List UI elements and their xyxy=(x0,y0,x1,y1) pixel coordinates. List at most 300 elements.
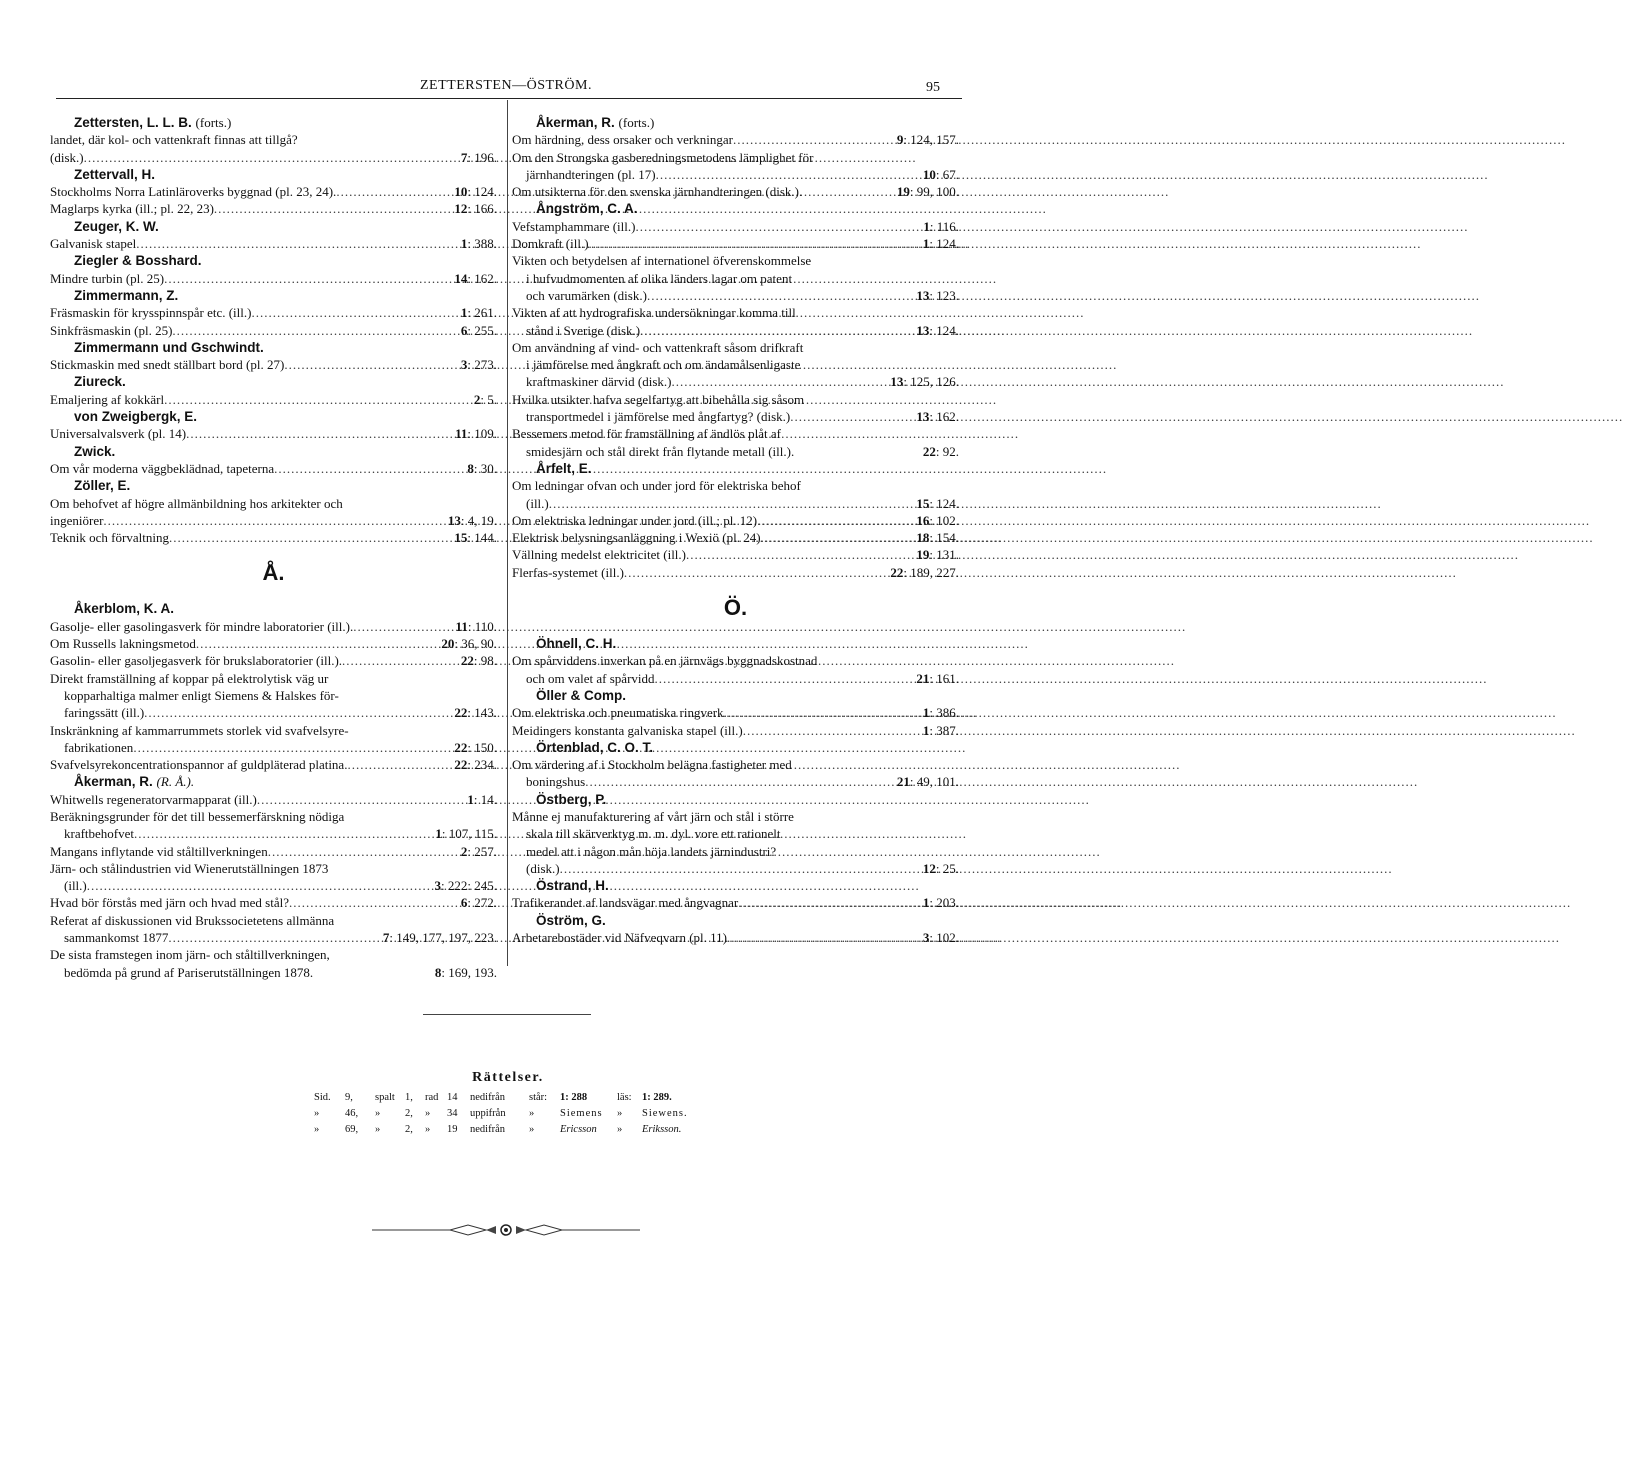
entry-reference: 1: 386. xyxy=(922,705,959,721)
entry-title: Teknik och förvaltning xyxy=(50,530,169,546)
entry-reference: 3: 222: 245. xyxy=(434,878,497,894)
index-entry xyxy=(50,894,497,911)
index-entry xyxy=(512,773,959,790)
entry-title: transportmedel i jämförelse med ångfartyg? (disk.) xyxy=(526,409,791,425)
leader-dots xyxy=(761,529,913,546)
volume-number: 6 xyxy=(460,895,468,911)
entry-title: (disk.) xyxy=(50,149,84,165)
volume-number: 2 xyxy=(473,391,481,407)
errata-cell: nedifrån xyxy=(470,1124,505,1135)
entry-title: Universalvalsverk (pl. 14) xyxy=(50,426,187,442)
leader-dots xyxy=(656,166,919,183)
volume-number: 1 xyxy=(923,218,930,234)
author-name: Östrand, H. xyxy=(536,878,609,894)
page-numbers: 222: 245. xyxy=(447,878,497,894)
index-entry xyxy=(512,287,959,304)
entry-reference: 10: 124. xyxy=(454,184,497,200)
entry-reference: 6: 255. xyxy=(460,322,497,338)
index-entry xyxy=(512,322,959,339)
author-heading xyxy=(50,443,497,460)
errata-cell: 1: 289. xyxy=(642,1092,672,1103)
author-heading xyxy=(50,114,497,131)
page-numbers: 4, 19. xyxy=(467,512,497,528)
entry-reference: 1: 14. xyxy=(467,791,497,807)
page-numbers: 169, 193. xyxy=(448,964,497,980)
entry-text-line: Direkt framställning af koppar på elektrolytisk väg ur xyxy=(50,670,329,686)
volume-number: 14 xyxy=(454,270,468,286)
author-name: Öller & Comp. xyxy=(536,687,627,703)
entry-reference: 18: 154. xyxy=(916,530,959,546)
entry-title: Svafvelsyrekoncentrationspannor af guldpläterad platina. xyxy=(50,757,348,773)
entry-text-line: Om behofvet af högre allmänbildning hos arkitekter och xyxy=(50,495,343,511)
entry-text-line: i jämförelse med ångkraft och om ändamålsenligaste xyxy=(526,357,801,373)
index-entry xyxy=(50,304,497,321)
errata-row xyxy=(0,1124,1016,1140)
index-entry xyxy=(50,529,497,546)
entry-title: Om utsikterna för den svenska järnhandteringen (disk.). xyxy=(512,184,803,200)
errata-cell: 34 xyxy=(447,1108,458,1119)
errata-cell: uppifrån xyxy=(470,1108,506,1119)
errata-cell: 1: 288 xyxy=(560,1092,588,1103)
index-entry xyxy=(50,356,497,373)
volume-number: 1 xyxy=(460,236,468,252)
leader-dots xyxy=(560,860,919,877)
section-letter: Å. xyxy=(262,560,285,586)
entry-reference: 13: 123. xyxy=(916,287,959,303)
page-numbers: 49, 101. xyxy=(916,774,959,790)
volume-number: 22 xyxy=(454,739,468,755)
entry-reference: 12: 166. xyxy=(454,201,497,217)
page-numbers: 124, 157. xyxy=(910,132,959,148)
errata-cell: 2, xyxy=(405,1108,413,1119)
entry-title: ingeniörer xyxy=(50,512,104,528)
entry-title: och varumärken (disk.) xyxy=(526,287,647,303)
entry-title: Fräsmaskin för krysspinnspår etc. (ill.) xyxy=(50,305,252,321)
author-heading xyxy=(512,687,959,704)
index-entry xyxy=(512,546,959,563)
leader-dots xyxy=(589,235,919,252)
index-entry xyxy=(50,618,497,635)
errata-cell: » xyxy=(617,1124,623,1135)
entry-title: Galvanisk stapel xyxy=(50,236,137,252)
entry-title: Om elektriska och pneumatiska ringverk xyxy=(512,705,724,721)
errata-cell: Ericsson xyxy=(560,1124,597,1135)
page-numbers: 144. xyxy=(474,530,497,546)
page-numbers: 102. xyxy=(936,512,959,528)
entry-text-line: Om värdering af i Stockholm belägna fastigheter med xyxy=(512,757,792,773)
author-heading xyxy=(512,200,959,217)
entry-text-line: Bessemers metod för framställning af ändlös plåt af xyxy=(512,426,781,442)
volume-number: 16 xyxy=(916,512,930,528)
author-heading xyxy=(50,477,497,494)
entry-reference: 6: 272. xyxy=(460,895,497,911)
entry-reference: 13: 124. xyxy=(916,322,959,338)
entry-reference: 15: 144. xyxy=(454,530,497,546)
right-column xyxy=(512,114,959,946)
volume-number: 1 xyxy=(467,791,474,807)
entry-text-line: landet, där kol- och vattenkraft finnas att tillgå? xyxy=(50,132,298,148)
leader-dots xyxy=(164,391,470,408)
leader-dots xyxy=(790,408,912,425)
errata-cell: 69, xyxy=(345,1124,359,1135)
page-numbers: 387. xyxy=(936,722,959,738)
errata-row xyxy=(0,1092,1016,1108)
volume-number: 1 xyxy=(922,236,930,252)
errata-cell: » xyxy=(529,1124,535,1135)
index-entry xyxy=(512,183,959,200)
errata-cell: » xyxy=(314,1124,320,1135)
author-heading xyxy=(50,252,497,269)
errata-cell: nedifrån xyxy=(470,1092,505,1103)
entry-text-line: Inskränkning af kammarrummets storlek vid svafvelsyre- xyxy=(50,722,349,738)
entry-text-line: Hvilka utsikter hafva segelfartyg att bibehålla sig såsom xyxy=(512,391,805,407)
entry-title: Vällning medelst elektricitet (ill.) xyxy=(512,547,687,563)
index-entry xyxy=(512,704,959,721)
entry-title: Mindre turbin (pl. 25) xyxy=(50,270,165,286)
entry-text-line: Om den Strongska gasberedningsmetodens lämplighet för xyxy=(512,149,814,165)
author-note: (forts.) xyxy=(618,115,655,130)
leader-dots xyxy=(144,704,450,721)
entry-reference: 13: 162. xyxy=(916,409,959,425)
left-column xyxy=(50,114,497,981)
author-name: Ångström, C. A. xyxy=(536,201,638,217)
errata-cell: 19 xyxy=(447,1124,458,1135)
entry-title: Flerfas-systemet (ill.) xyxy=(512,564,624,580)
volume-number: 9 xyxy=(896,132,904,148)
entry-reference: 22: 92. xyxy=(922,443,959,459)
errata-cell: » xyxy=(617,1108,623,1119)
volume-number: 22 xyxy=(454,757,468,773)
index-entry xyxy=(512,166,959,183)
volume-number: 15 xyxy=(454,530,468,546)
volume-number: 1 xyxy=(922,705,930,721)
index-entry xyxy=(50,425,497,442)
page-numbers: 107, 115. xyxy=(448,826,497,842)
entry-text-line: medel att i någon mån höja landets järnindustri? xyxy=(526,843,777,859)
entry-title: Stockholms Norra Latinläroverks byggnad (pl. 23, 24). xyxy=(50,184,337,200)
errata-cell: » xyxy=(425,1108,431,1119)
author-name: Zettersten, L. L. B. xyxy=(74,115,192,130)
entry-reference: 8: 169, 193. xyxy=(434,964,497,980)
entry-reference: 1: 387. xyxy=(922,722,959,738)
errata-row xyxy=(0,1108,1016,1124)
author-name: Ziegler & Bosshard. xyxy=(74,253,202,269)
volume-number: 10 xyxy=(454,184,468,200)
index-entry xyxy=(50,322,497,339)
errata-cell: 9, xyxy=(345,1092,353,1103)
entry-title: Arbetarebostäder vid Näfveqvarn (pl. 11) xyxy=(512,930,728,946)
errata-cell: rad xyxy=(425,1092,439,1103)
entry-title: (ill.) xyxy=(64,878,87,894)
author-note: (forts.) xyxy=(195,115,232,130)
entry-text-line: Om användning af vind- och vattenkraft såsom drifkraft xyxy=(512,339,804,355)
ornament-divider xyxy=(372,1222,640,1238)
volume-number: 22 xyxy=(460,653,474,669)
entry-title: faringssätt (ill.) xyxy=(64,705,145,721)
leader-dots xyxy=(268,843,457,860)
volume-number: 12 xyxy=(922,860,936,876)
leader-dots xyxy=(353,618,451,635)
author-heading xyxy=(512,635,959,652)
entry-title: Om vår moderna väggbeklädnad, tapeterna xyxy=(50,460,275,476)
leader-dots xyxy=(757,512,912,529)
author-heading xyxy=(512,114,959,131)
entry-reference: 1: 388. xyxy=(460,236,497,252)
errata-section xyxy=(0,1070,1016,1140)
page-numbers: 14. xyxy=(480,791,497,807)
entry-title: boningshus xyxy=(526,774,586,790)
author-heading xyxy=(512,739,959,756)
page-numbers: 203. xyxy=(936,895,959,911)
leader-dots xyxy=(103,512,443,529)
index-entry xyxy=(50,183,497,200)
entry-title: smidesjärn och stål direkt från flytande metall (ill.). xyxy=(526,443,795,459)
page-numbers: 102. xyxy=(936,930,959,946)
volume-number: 13 xyxy=(916,409,930,425)
index-entry xyxy=(512,860,959,877)
entry-text-line: Månne ej manufakturering af vårt järn och stål i större xyxy=(512,808,794,824)
errata-cell: står: xyxy=(529,1092,548,1103)
entry-text-line: Beräkningsgrunder för det till bessemerfärskning nödiga xyxy=(50,808,345,824)
entry-reference: 22: 98. xyxy=(460,653,497,669)
entry-reference: 22: 189, 227. xyxy=(890,564,959,580)
entry-reference: 3: 273. xyxy=(460,357,497,373)
entry-reference: 22: 234. xyxy=(454,757,497,773)
entry-title: Stickmaskin med snedt ställbart bord (pl. 27) xyxy=(50,357,285,373)
leader-dots xyxy=(274,460,463,477)
author-name: Zwick. xyxy=(74,443,116,459)
leader-dots xyxy=(549,495,913,512)
volume-number: 6 xyxy=(460,322,468,338)
errata-title: Rättelser. xyxy=(472,1070,544,1085)
index-entry xyxy=(50,877,497,894)
index-entry xyxy=(50,825,497,842)
entry-reference: 13: 125, 126. xyxy=(890,374,959,390)
errata-cell: 14 xyxy=(447,1092,458,1103)
leader-dots xyxy=(585,773,893,790)
volume-number: 7 xyxy=(382,930,390,946)
leader-dots xyxy=(738,894,919,911)
author-name: Zimmermann und Gschwindt. xyxy=(74,339,264,355)
entry-reference: 22: 143. xyxy=(454,705,497,721)
page-numbers: 110. xyxy=(474,618,497,634)
page-numbers: 109. xyxy=(474,426,497,442)
leader-dots xyxy=(336,183,450,200)
entry-reference: 1: 116. xyxy=(923,218,959,234)
page-numbers: 123. xyxy=(936,287,959,303)
page-numbers: 67. xyxy=(942,166,959,182)
volume-number: 21 xyxy=(916,670,930,686)
page-numbers: 261. xyxy=(474,305,497,321)
volume-number: 1 xyxy=(922,895,930,911)
author-name: Örtenblad, C. O. T. xyxy=(536,739,654,755)
entry-reference: 20: 36, 90. xyxy=(441,636,497,652)
leader-dots xyxy=(186,425,451,442)
entry-reference: 1: 107, 115. xyxy=(435,826,497,842)
leader-dots xyxy=(196,635,437,652)
leader-dots xyxy=(647,287,912,304)
entry-text-line: kopparhaltiga malmer enligt Siemens & Halskes för- xyxy=(64,687,339,703)
leader-dots xyxy=(134,825,431,842)
entry-reference: 21: 161. xyxy=(916,670,959,686)
leader-dots xyxy=(342,652,457,669)
page-numbers: 98. xyxy=(480,653,497,669)
running-head: ZETTERSTEN—ÖSTRÖM. xyxy=(420,78,592,93)
leader-dots xyxy=(624,564,886,581)
index-entry xyxy=(50,200,497,217)
index-entry xyxy=(512,131,959,148)
page-numbers: 92. xyxy=(942,443,959,459)
page-numbers: 388. xyxy=(474,236,497,252)
entry-title: (disk.) xyxy=(526,860,560,876)
author-heading xyxy=(50,218,497,235)
errata-cell: » xyxy=(375,1124,381,1135)
leader-dots xyxy=(284,356,457,373)
page-numbers: 124. xyxy=(474,184,497,200)
entry-reference: 11: 109. xyxy=(455,426,497,442)
leader-dots xyxy=(257,791,464,808)
page-numbers: 125, 126. xyxy=(910,374,959,390)
leader-dots xyxy=(635,218,919,235)
errata-cell: » xyxy=(425,1124,431,1135)
entry-text-line: Om ledningar ofvan och under jord för elektriska behof xyxy=(512,478,801,494)
entry-title: Gasolje- eller gasolingasverk för mindre laboratorier (ill.). xyxy=(50,618,354,634)
entry-title: Hvad bör förstås med järn och hvad med stål? xyxy=(50,895,289,911)
leader-dots xyxy=(87,877,431,894)
author-name: Åkerman, R. xyxy=(74,774,153,790)
entry-title: Whitwells regeneratorvarmapparat (ill.) xyxy=(50,791,257,807)
errata-cell: » xyxy=(529,1108,535,1119)
entry-reference: 14: 162. xyxy=(454,270,497,286)
leader-dots xyxy=(169,529,450,546)
leader-dots xyxy=(655,670,913,687)
page-numbers: 162. xyxy=(474,270,497,286)
author-heading xyxy=(50,408,497,425)
leader-dots xyxy=(724,704,919,721)
index-entry xyxy=(50,391,497,408)
page-numbers: 149, 177, 197, 223. xyxy=(396,930,497,946)
author-heading xyxy=(50,287,497,304)
volume-number: 2 xyxy=(460,843,468,859)
volume-number: 22 xyxy=(454,705,468,721)
author-name: Zimmermann, Z. xyxy=(74,287,179,303)
leader-dots xyxy=(251,304,456,321)
index-entry xyxy=(50,652,497,669)
volume-number: 11 xyxy=(455,426,468,442)
entry-reference: 11: 110. xyxy=(455,618,497,634)
author-heading xyxy=(512,791,959,808)
author-name: von Zweigbergk, E. xyxy=(74,409,198,425)
page-numbers: 272. xyxy=(474,895,497,911)
index-entry xyxy=(512,512,959,529)
index-entry xyxy=(512,929,959,946)
author-name: Öhnell, C. H. xyxy=(536,636,617,652)
index-entry xyxy=(512,235,959,252)
entry-title: (ill.) xyxy=(526,495,549,511)
leader-dots xyxy=(214,200,450,217)
index-entry xyxy=(50,929,497,946)
page-numbers: 196. xyxy=(474,149,497,165)
leader-dots xyxy=(686,546,912,563)
entry-title: Vefstamphammare (ill.) xyxy=(512,218,636,234)
entry-title: fabrikationen xyxy=(64,739,134,755)
entry-reference: 10: 67. xyxy=(922,166,959,182)
page-numbers: 150. xyxy=(474,739,497,755)
entry-title: kraftmaskiner därvid (disk.) xyxy=(526,374,672,390)
entry-text-line: Om spårviddens inverkan på en järnvägs byggnadskostnad xyxy=(512,653,818,669)
leader-dots xyxy=(84,149,457,166)
leader-dots xyxy=(347,756,450,773)
entry-reference: 1: 261. xyxy=(460,305,497,321)
entry-reference: 21: 49, 101. xyxy=(896,774,959,790)
entry-reference: 2: 257. xyxy=(460,843,497,859)
section-letter: Ö. xyxy=(723,595,748,621)
author-heading xyxy=(50,373,497,390)
entry-reference: 1: 124. xyxy=(922,236,959,252)
volume-number: 21 xyxy=(896,774,910,790)
page-numbers: 124. xyxy=(936,495,959,511)
page-numbers: 257. xyxy=(474,843,497,859)
volume-number: 8 xyxy=(467,460,474,476)
page-numbers: 124. xyxy=(936,322,959,338)
errata-cell: » xyxy=(375,1108,381,1119)
volume-number: 18 xyxy=(916,530,930,546)
leader-dots xyxy=(164,270,450,287)
page-numbers: 273. xyxy=(474,357,497,373)
index-entry xyxy=(512,894,959,911)
index-entry xyxy=(50,512,497,529)
errata-cell: 46, xyxy=(345,1108,359,1119)
index-entry xyxy=(50,756,497,773)
index-entry xyxy=(512,670,959,687)
page-numbers: 124. xyxy=(936,236,959,252)
entry-title: Meidingers konstanta galvaniska stapel (ill.) xyxy=(512,722,743,738)
entry-title: Om Russells lakningsmetod xyxy=(50,636,196,652)
author-name: Ziureck. xyxy=(74,374,126,390)
entry-text-line: skala till skärverktyg m. m. dyl. vore ett rationelt xyxy=(526,826,781,842)
page-numbers: 30. xyxy=(480,460,497,476)
volume-number: 10 xyxy=(922,166,936,182)
entry-reference: 22: 150. xyxy=(454,739,497,755)
volume-number: 22 xyxy=(922,443,936,459)
index-entry xyxy=(512,722,959,739)
volume-number: 3 xyxy=(434,878,441,894)
leader-dots xyxy=(743,722,919,739)
entry-reference: 1: 203. xyxy=(922,895,959,911)
leader-dots xyxy=(168,929,379,946)
author-name: Zeuger, K. W. xyxy=(74,218,159,234)
author-name: Zöller, E. xyxy=(74,478,131,494)
page-number: 95 xyxy=(926,80,940,95)
entry-reference: 13: 4, 19. xyxy=(447,512,497,528)
author-heading xyxy=(512,877,959,894)
index-entry xyxy=(512,373,959,390)
author-heading xyxy=(50,773,497,790)
volume-number: 1 xyxy=(435,826,442,842)
author-heading xyxy=(512,912,959,929)
entry-title: kraftbehofvet xyxy=(64,826,135,842)
entry-text-line: De sista framstegen inom järn- och ståltillverkningen, xyxy=(50,947,330,963)
entry-reference: 7: 149, 177, 197, 223. xyxy=(382,930,497,946)
index-entry xyxy=(50,270,497,287)
page-numbers: 161. xyxy=(936,670,959,686)
entry-title: Maglarps kyrka (ill.; pl. 22, 23) xyxy=(50,201,214,217)
index-entry xyxy=(50,964,497,981)
author-alias: (R. Å.). xyxy=(156,774,195,790)
index-entry xyxy=(512,408,959,425)
entry-reference: 19: 99, 100. xyxy=(896,184,959,200)
index-entry xyxy=(50,235,497,252)
